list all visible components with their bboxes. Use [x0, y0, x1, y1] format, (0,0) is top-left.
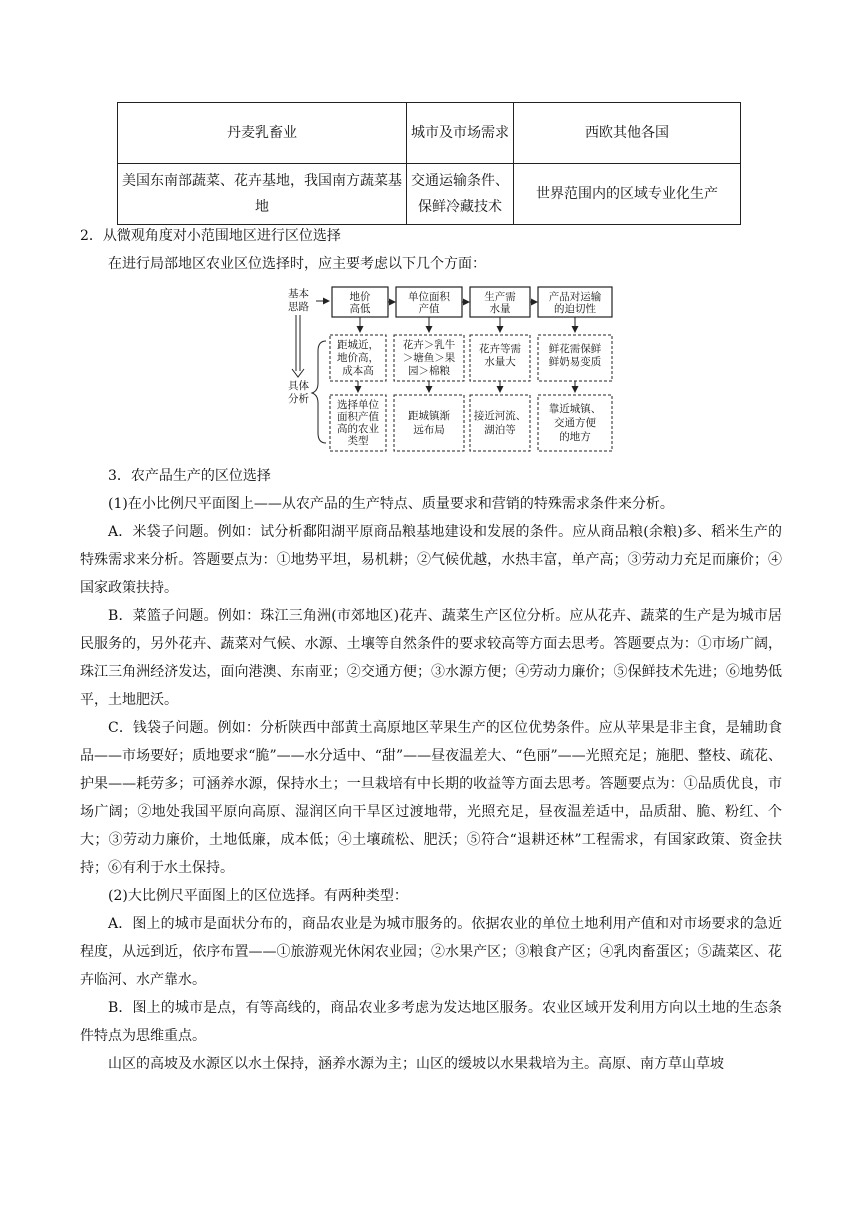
bot-box-4-line2: 交通方便: [554, 417, 596, 429]
bot-box-1-line2: 面积产值: [337, 411, 379, 423]
top-box-1-line2: 高低: [349, 303, 371, 315]
paragraph-2A: A．图上的城市是面状分布的，商品农业是为城市服务的。依据农业的单位土地利用产值和对市场要求的急近程度，从远到近，依序布置——①旅游观光休闲农业园；②水果产区；③粮食产区；④乳肉畜蛋区；⑤蔬菜区、花卉临河、水产靠水。: [80, 916, 782, 988]
top-box-4-line2: 的迫切性: [554, 303, 596, 315]
paragraph-last: 山区的高坡及水源区以水土保持，涵养水源为主；山区的缓坡以水果栽培为主。高原、南方草山草坡: [108, 1056, 724, 1072]
mid-box-4-line1: 鲜花需保鲜: [548, 343, 602, 355]
table-cell: 丹麦乳畜业: [118, 103, 407, 164]
bot-box-1-line4: 类型: [347, 435, 369, 447]
paragraph-1: (1)在小比例尺平面图上——从农产品的生产特点、质量要求和营销的特殊需求条件来分析。: [108, 496, 674, 512]
bot-box-3-line2: 湖泊等: [484, 424, 516, 436]
table-cell: 美国东南部蔬菜、花卉基地，我国南方蔬菜基地: [118, 164, 407, 225]
label-basic-1: 基本: [288, 288, 309, 300]
table-row: [118, 164, 741, 225]
top-box-4-line1: 产品对运输: [548, 291, 602, 303]
paragraph-A: A．米袋子问题。例如：试分析鄱阳湖平原商品粮基地建设和发展的条件。应从商品粮(余粮)多、稻米生产的特殊需求来分析。答题要点为：①地势平坦，易机耕；②气候优越，水热丰富，单产高；③劳动力充足而廉价；④国家政策扶持。: [80, 524, 782, 596]
bot-box-2-line1: 距城镇渐: [408, 410, 450, 422]
mid-box-1-line3: 成本高: [342, 365, 374, 377]
label-analysis-1: 具体: [288, 380, 309, 392]
section3-heading: 3．农产品生产的区位选择: [108, 468, 271, 484]
table-cell: 交通运输条件、保鲜冷藏技术: [407, 164, 514, 225]
paragraph-2B: B．图上的城市是点，有等高线的，商品农业多考虑为发达地区服务。农业区域开发利用方向以土地的生态条件特点为思维重点。: [80, 1000, 782, 1044]
mid-box-4-line2: 鲜奶易变质: [548, 356, 602, 368]
paragraph-B: B．菜篮子问题。例如：珠江三角洲(市郊地区)花卉、蔬菜生产区位分析。应从花卉、蔬菜的生产是为城市居民服务的，另外花卉、蔬菜对气候、水源、土壤等自然条件的要求较高等方面去思考。答题要点为：①市场广阔，珠江三角洲经济发达，面向港澳、东南亚；②交通方便；③水源方便；④劳动力廉价；⑤保鲜技术先进；⑥地势低平，土地肥沃。: [80, 608, 782, 708]
section2-intro: 在进行局部地区农业区位选择时，应主要考虑以下几个方面：: [108, 256, 486, 272]
top-box-2-line2: 产值: [418, 303, 440, 315]
table-cell: 世界范围内的区域专业化生产: [514, 164, 741, 225]
top-box-3-line1: 生产需: [484, 291, 516, 303]
mid-box-1-line1: 距城近，: [337, 339, 379, 351]
top-box-1-line1: 地价: [349, 291, 371, 303]
table-cell: 城市及市场需求: [407, 103, 514, 164]
mid-box-3-line1: 花卉等需: [479, 343, 521, 355]
region-table: [117, 102, 741, 225]
table-cell: 西欧其他各国: [514, 103, 741, 164]
table-row: [118, 103, 741, 164]
bot-box-1-line3: 高的农业: [337, 423, 379, 435]
label-basic-2: 思路: [288, 301, 309, 313]
paragraph-2: (2)大比例尺平面图上的区位选择。有两种类型：: [108, 888, 408, 904]
paragraph-C: C．钱袋子问题。例如：分析陕西中部黄土高原地区苹果生产的区位优势条件。应从苹果是非主食，是辅助食品——市场要好；质地要求“脆”——水分适中、“甜”——昼夜温差大、“色丽”——光照充足；施肥、整枝、疏花、护果——耗劳多；可涵养水源，保持水土；一旦栽培有中长期的收益等方面去思考。答题要点为：①品质优良，市场广阔；②地处我国平原向高原、湿润区向干旱区过渡地带，光照充足，昼夜温差适中，品质甜、脆、粉红、个大；③劳动力廉价，土地低廉，成本低；④土壤疏松、肥沃；⑤符合“退耕还林”工程需求，有国家政策、资金扶持；⑥有利于水土保持。: [80, 720, 782, 876]
top-box-3-line2: 水量: [489, 303, 511, 315]
bot-box-1-line1: 选择单位: [337, 399, 379, 411]
top-box-2-line1: 单位面积: [408, 291, 450, 303]
mid-box-2-line3: 园＞棉粮: [408, 365, 450, 377]
bot-box-4-line3: 的地方: [559, 431, 591, 443]
label-analysis-2: 分析: [288, 393, 309, 405]
mid-box-3-line2: 水量大: [484, 356, 516, 368]
bot-box-4-line1: 靠近城镇、: [548, 403, 602, 415]
mid-box-2-line1: 花卉＞乳牛: [402, 339, 456, 351]
section2-heading: 2．从微观角度对小范围地区进行区位选择: [80, 228, 341, 244]
mid-box-2-line2: ＞塘鱼＞果: [402, 352, 456, 364]
bot-box-2-line2: 远布局: [413, 424, 445, 436]
bot-box-3-line1: 接近河流、: [473, 410, 527, 422]
location-diagram: [286, 283, 626, 455]
mid-box-1-line2: 地价高，: [337, 352, 379, 364]
